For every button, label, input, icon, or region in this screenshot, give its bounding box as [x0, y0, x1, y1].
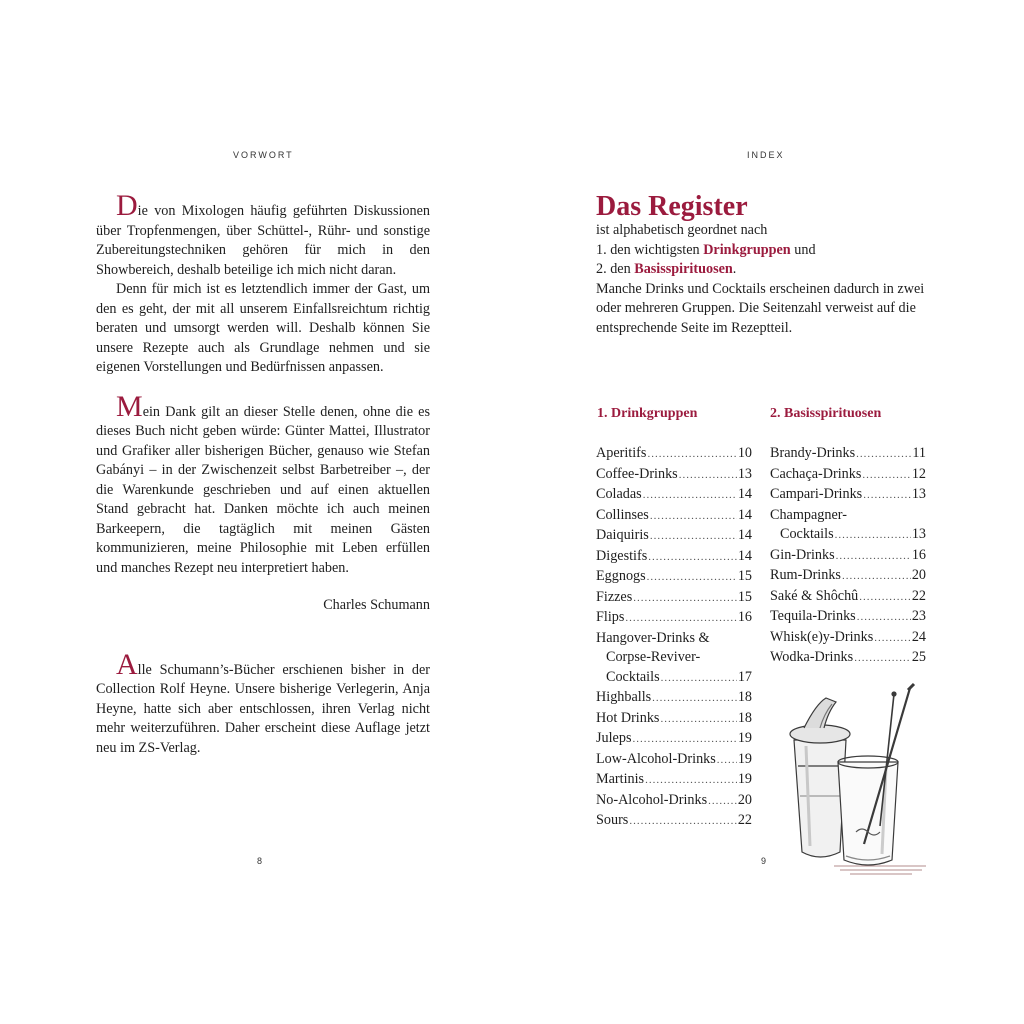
leader-dots	[862, 466, 910, 486]
leader-dots	[836, 547, 911, 567]
leader-dots	[863, 486, 911, 506]
leader-dots	[652, 689, 737, 709]
index-entry-name: Wodka-Drinks	[770, 649, 854, 665]
index-entry-page: 13	[911, 526, 926, 542]
paragraph-3-text: ein Dank gilt an dieser Stelle denen, ohne die es dieses Buch nicht geben würde: Günter Mattei, Illustrator und Grafiker aller bisherigen Bücher, genauso wie Stefan Gabányi – in der Zwischenzeit selbst Barbetreiber –, der die Warenkunde geschrieben und auf einen aktuellen Stand gebracht hat. Danken möchte ich auch meinen Barkeepern, die tagtäglich mit meinen Gästen kommunizieren, meine Philosophie mit Leben erfüllen und manches Rezept neu interpretiert haben.	[96, 403, 430, 576]
intro-rest: Manche Drinks und Cocktails erscheinen dadurch in zwei oder mehreren Gruppen. Die Seitenzahl verweist auf die entsprechende Seite im Rezeptteil.	[596, 280, 925, 336]
leader-dots	[856, 445, 911, 465]
paragraph-1-text: ie von Mixologen häufig geführten Diskussionen über Tropfenmengen, über Schüttel-, Rühr- und sonstige Zubereitungstechniken gehören für mich in den Showbereich, deshalb beteilige ich mich nicht daran.	[96, 203, 430, 278]
index-entry	[770, 506, 926, 526]
index-entry-page: 13	[911, 486, 926, 502]
index-entry	[596, 547, 752, 568]
index-entry-name: Martinis	[596, 771, 645, 787]
index-entry-name: Cachaça-Drinks	[770, 465, 862, 482]
index-entry-name: Campari-Drinks	[770, 486, 863, 502]
register-intro	[596, 221, 926, 338]
intro-line	[596, 260, 926, 280]
index-entry-name: Coladas	[596, 486, 642, 502]
index-entry	[596, 588, 752, 609]
index-entry-page: 22	[737, 812, 752, 828]
index-entry-page: 17	[737, 668, 752, 685]
index-entry	[596, 811, 752, 832]
paragraph-4	[96, 647, 430, 759]
leader-dots	[708, 792, 737, 812]
index-entry-page: 12	[911, 465, 926, 482]
section-heading-drinkgruppen: 1. Drinkgruppen	[597, 406, 698, 421]
leader-dots	[633, 589, 737, 609]
index-entry-page: 19	[737, 771, 752, 787]
leader-dots	[625, 609, 736, 629]
index-entry-page: 23	[911, 608, 926, 624]
index-entry-name: Corpse-Reviver-	[606, 649, 701, 665]
index-entry-name: Rum-Drinks	[770, 567, 841, 583]
drop-cap: D	[116, 189, 138, 222]
index-entry-page: 15	[737, 568, 752, 584]
index-entry	[770, 566, 926, 587]
index-entry-page: 14	[737, 486, 752, 502]
index-entry-page: 24	[911, 628, 926, 645]
index-entry	[770, 587, 926, 608]
index-entry-name: Tequila-Drinks	[770, 608, 856, 624]
index-entry	[596, 506, 752, 527]
signature: Charles Schumann	[323, 597, 430, 613]
leader-dots	[629, 812, 736, 832]
leader-dots	[854, 649, 911, 669]
index-entry-page: 18	[737, 689, 752, 705]
index-entry	[770, 444, 926, 465]
index-entry-page: 19	[737, 750, 752, 767]
index-entry-page: 14	[737, 527, 752, 543]
leader-dots	[648, 548, 737, 568]
leader-dots	[647, 445, 736, 465]
index-entry-name: Juleps	[596, 730, 632, 746]
index-entry-name: Cocktails	[780, 526, 834, 542]
index-entry-name: Collinses	[596, 506, 649, 523]
index-entry-page: 20	[737, 791, 752, 808]
index-entry-name: Brandy-Drinks	[770, 445, 856, 461]
intro-text: 1. den wichtigsten	[596, 241, 704, 258]
index-entry	[770, 546, 926, 567]
index-entry	[770, 465, 926, 486]
page-number-right: 9	[761, 856, 767, 866]
leader-dots	[679, 466, 737, 486]
leader-dots	[645, 771, 737, 791]
section-heading-basisspirituosen: 2. Basisspirituosen	[770, 406, 882, 421]
index-entry	[596, 668, 752, 689]
index-entry-name: Gin-Drinks	[770, 546, 835, 563]
intro-text: 2. den	[596, 261, 635, 277]
index-list-basisspirituosen	[770, 444, 926, 669]
intro-highlight: Basisspirituosen	[634, 261, 733, 277]
intro-line: ist alphabetisch geordnet nach	[596, 222, 768, 238]
index-entry-name: Aperitifs	[596, 445, 647, 461]
index-entry-name: Sours	[596, 812, 629, 828]
index-entry-name: Highballs	[596, 689, 652, 705]
index-entry-name: Daiquiris	[596, 527, 649, 543]
drop-cap: M	[116, 389, 143, 423]
index-entry-page: 16	[911, 546, 926, 563]
index-entry	[596, 750, 752, 771]
index-entry	[770, 607, 926, 628]
index-entry-page: 25	[911, 649, 926, 665]
index-entry-name: Coffee-Drinks	[596, 465, 678, 482]
paragraph-3	[96, 389, 430, 579]
index-entry-name: Saké & Shôchû	[770, 587, 859, 604]
intro-line	[596, 241, 926, 261]
index-entry-page: 18	[737, 709, 752, 726]
leader-dots	[650, 507, 737, 527]
index-entry	[770, 485, 926, 506]
index-entry	[596, 608, 752, 629]
index-entry-name: Low-Alcohol-Drinks	[596, 750, 716, 767]
index-entry	[596, 629, 752, 649]
index-entry	[596, 770, 752, 791]
index-entry-name: No-Alcohol-Drinks	[596, 791, 708, 808]
paragraph-1	[96, 189, 430, 280]
foreword-text	[96, 189, 430, 758]
index-entry-page: 22	[911, 587, 926, 604]
index-entry	[596, 648, 752, 668]
running-head-right: INDEX	[747, 150, 785, 160]
index-entry-name: Cocktails	[606, 668, 660, 685]
index-entry	[596, 465, 752, 486]
index-entry-page: 14	[737, 506, 752, 523]
leader-dots	[650, 527, 737, 547]
index-entry-name: Hangover-Drinks &	[596, 629, 710, 646]
index-entry	[596, 791, 752, 812]
index-entry-page: 16	[737, 609, 752, 625]
leader-dots	[661, 669, 737, 689]
index-entry-name: Flips	[596, 609, 625, 625]
paragraph-4-text: lle Schumann’s-Bücher erschienen bisher in der Collection Rolf Heyne. Unsere bisherige Verlegerin, Anja Heyne, hatte sich aber entschlossen, ihren Verlag nicht mehr weiterzuführen. Daher erscheint diese Auflage jetzt neu im ZS-Verlag.	[96, 661, 430, 756]
index-entry-page: 13	[737, 465, 752, 482]
leader-dots	[835, 526, 911, 546]
leader-dots	[842, 567, 911, 587]
index-entry-page: 20	[911, 567, 926, 583]
drop-cap: A	[116, 647, 138, 681]
index-entry-page: 19	[737, 730, 752, 746]
leader-dots	[857, 608, 911, 628]
index-entry-page: 10	[737, 445, 752, 461]
index-entry	[770, 628, 926, 649]
index-entry-page: 14	[737, 547, 752, 564]
paragraph-2: Denn für mich ist es letztendlich immer der Gast, um den es geht, der mit all unserem Einfallsreichtum richtig beraten und umsorgt werden will. Deshalb können Sie unsere Rezepte auch als Grundlage nehmen und sie eigenen Vorstellungen und Bedürfnissen anpassen.	[96, 281, 430, 375]
leader-dots	[643, 486, 737, 506]
index-entry	[596, 526, 752, 547]
index-entry-name: Champagner-	[770, 506, 847, 523]
intro-text: und	[790, 241, 816, 258]
index-entry	[596, 709, 752, 730]
index-entry	[770, 525, 926, 546]
leader-dots	[647, 568, 737, 588]
index-entry	[596, 485, 752, 506]
page-number-left: 8	[257, 856, 263, 866]
index-entry-name: Digestifs	[596, 547, 648, 564]
index-entry-name: Fizzes	[596, 588, 633, 605]
leader-dots	[660, 710, 736, 730]
index-entry-page: 11	[912, 445, 926, 461]
intro-text: .	[732, 261, 737, 277]
leader-dots	[632, 730, 736, 750]
index-entry-page: 15	[737, 588, 752, 605]
index-entry-name: Hot Drinks	[596, 709, 660, 726]
leader-dots	[859, 588, 911, 608]
index-entry-name: Whisk(e)y-Drinks	[770, 628, 874, 645]
intro-highlight: Drinkgruppen	[703, 241, 791, 258]
index-entry	[596, 688, 752, 709]
index-entry-name: Eggnogs	[596, 568, 646, 584]
index-entry	[770, 648, 926, 669]
cocktail-shaker-illustration	[776, 676, 936, 876]
leader-dots	[717, 751, 737, 771]
leader-dots	[874, 629, 911, 649]
index-entry	[596, 729, 752, 750]
page-title: Das Register	[596, 191, 748, 222]
index-list-drinkgruppen	[596, 444, 752, 832]
index-entry	[596, 567, 752, 588]
running-head-left: VORWORT	[233, 150, 294, 160]
index-entry	[596, 444, 752, 465]
